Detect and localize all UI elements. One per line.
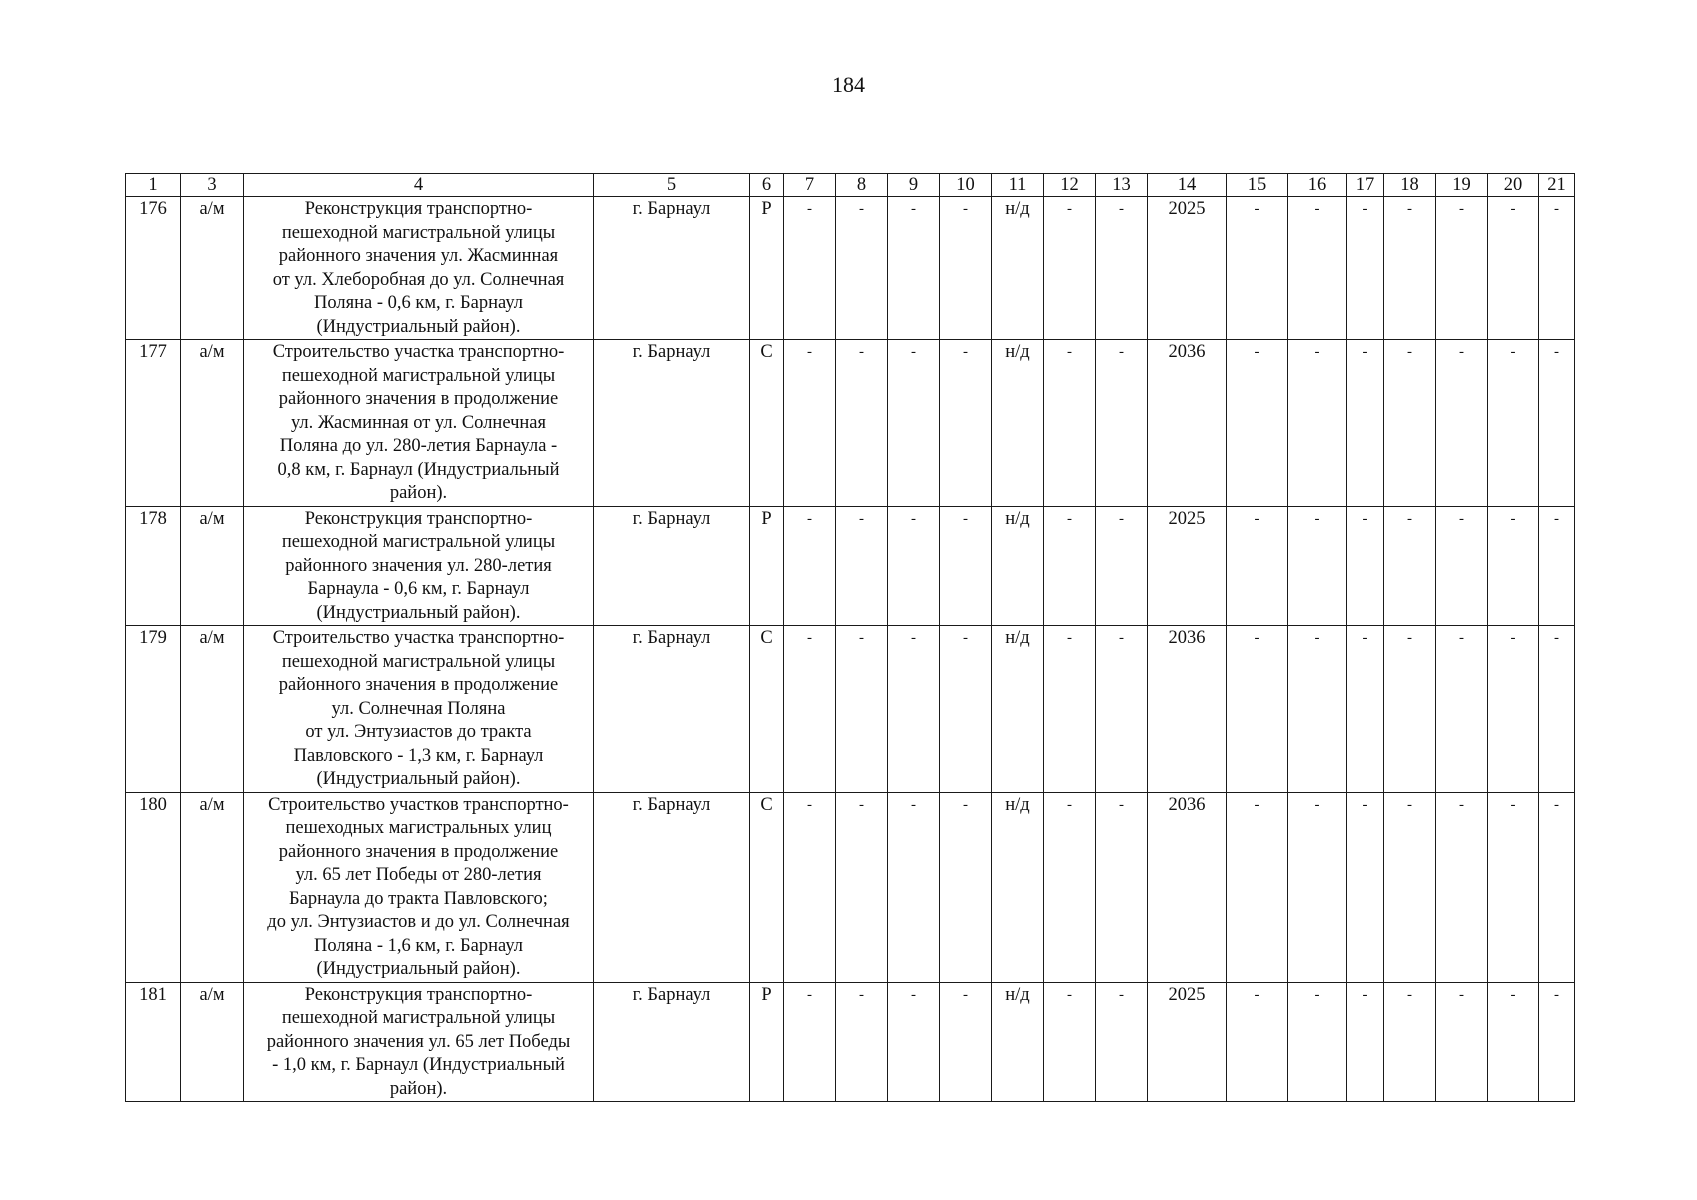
table-cell: - bbox=[1436, 792, 1488, 982]
table-cell: - bbox=[1227, 982, 1288, 1102]
table-cell: - bbox=[836, 197, 888, 340]
description-line: пешеходной магистральной улицы bbox=[281, 651, 556, 672]
description-line: Реконструкция транспортно- bbox=[304, 984, 533, 1005]
description-line: Строительство участков транспортно- bbox=[268, 794, 569, 815]
column-header: 12 bbox=[1044, 174, 1096, 197]
table-cell: - bbox=[1096, 197, 1148, 340]
description-line: - 1,0 км, г. Барнаул (Индустриальный bbox=[272, 1055, 565, 1075]
table-cell: 179 bbox=[126, 626, 181, 793]
table-cell: - bbox=[1384, 506, 1436, 626]
description-line: от ул. Энтузиастов до тракта bbox=[305, 722, 532, 742]
table-cell: - bbox=[1436, 197, 1488, 340]
table-cell: а/м bbox=[181, 982, 244, 1102]
column-header: 3 bbox=[181, 174, 244, 197]
table-cell: - bbox=[1384, 197, 1436, 340]
table-cell: - bbox=[1227, 197, 1288, 340]
column-header: 15 bbox=[1227, 174, 1288, 197]
table-header-row bbox=[126, 174, 1575, 197]
description-line: (Индустриальный район). bbox=[316, 316, 521, 337]
table-cell: - bbox=[1227, 792, 1288, 982]
column-header: 13 bbox=[1096, 174, 1148, 197]
table-row bbox=[126, 982, 1575, 1102]
table-cell: - bbox=[1488, 626, 1539, 793]
table-cell: - bbox=[1044, 626, 1096, 793]
description-cell bbox=[244, 792, 594, 982]
table-cell: - bbox=[1347, 197, 1384, 340]
description-line: пешеходной магистральной улицы bbox=[281, 532, 556, 552]
table-cell: - bbox=[1384, 982, 1436, 1102]
table-cell: - bbox=[784, 340, 836, 507]
description-line: (Индустриальный район). bbox=[316, 602, 521, 623]
column-header: 5 bbox=[594, 174, 750, 197]
table-cell: - bbox=[1488, 506, 1539, 626]
description-line: район). bbox=[389, 483, 448, 503]
table-cell: - bbox=[1436, 982, 1488, 1102]
table-cell: - bbox=[1384, 626, 1436, 793]
table-cell: - bbox=[1288, 626, 1347, 793]
column-header: 19 bbox=[1436, 174, 1488, 197]
table-cell: - bbox=[1539, 197, 1575, 340]
table-cell: - bbox=[1347, 506, 1384, 626]
table-cell: - bbox=[1488, 197, 1539, 340]
table-cell: - bbox=[1044, 506, 1096, 626]
table-cell: - bbox=[1539, 506, 1575, 626]
description-line: районного значения ул. Жасминная bbox=[278, 246, 559, 266]
description-line: пешеходной магистральной улицы bbox=[281, 1008, 556, 1028]
table-cell: Р bbox=[750, 982, 784, 1102]
table-cell: - bbox=[1096, 792, 1148, 982]
description-cell bbox=[244, 506, 594, 626]
description-line: Поляна - 1,6 км, г. Барнаул bbox=[313, 935, 523, 956]
table-row bbox=[126, 197, 1575, 340]
table-cell: а/м bbox=[181, 506, 244, 626]
table-cell: г. Барнаул bbox=[594, 626, 750, 793]
description-line: район). bbox=[389, 1078, 448, 1099]
table-cell: а/м bbox=[181, 792, 244, 982]
table-cell: Р bbox=[750, 506, 784, 626]
table-cell: - bbox=[784, 982, 836, 1102]
description-line: Поляна до ул. 280-летия Барнаула - bbox=[279, 436, 558, 456]
table-cell: 2025 bbox=[1148, 506, 1227, 626]
table-cell: - bbox=[784, 197, 836, 340]
description-line: пешеходной магистральной улицы bbox=[281, 222, 556, 243]
description-line: районного значения ул. 65 лет Победы bbox=[266, 1031, 571, 1052]
description-line: Поляна - 0,6 км, г. Барнаул bbox=[313, 293, 523, 313]
description-line: Реконструкция транспортно- bbox=[304, 199, 533, 219]
description-line: Строительство участка транспортно- bbox=[272, 342, 565, 362]
column-header: 9 bbox=[888, 174, 940, 197]
table-cell: 181 bbox=[126, 982, 181, 1102]
table-cell: 178 bbox=[126, 506, 181, 626]
table-cell: - bbox=[1096, 982, 1148, 1102]
column-header: 21 bbox=[1539, 174, 1575, 197]
table-cell: - bbox=[940, 792, 992, 982]
table-cell: - bbox=[1096, 626, 1148, 793]
table-cell: г. Барнаул bbox=[594, 982, 750, 1102]
description-cell bbox=[244, 626, 594, 793]
column-header: 6 bbox=[750, 174, 784, 197]
table-cell: 2025 bbox=[1148, 197, 1227, 340]
table-cell: - bbox=[836, 982, 888, 1102]
description-cell bbox=[244, 197, 594, 340]
table-cell: - bbox=[1488, 982, 1539, 1102]
table-cell: - bbox=[1436, 626, 1488, 793]
description-line: Строительство участка транспортно- bbox=[272, 628, 565, 648]
table-row bbox=[126, 626, 1575, 793]
table-cell: - bbox=[1288, 792, 1347, 982]
table-cell: - bbox=[1288, 197, 1347, 340]
table-cell: - bbox=[1539, 982, 1575, 1102]
description-line: ул. Жасминная от ул. Солнечная bbox=[291, 412, 546, 433]
table-cell: н/д bbox=[992, 197, 1044, 340]
table-cell: - bbox=[1044, 340, 1096, 507]
column-header: 16 bbox=[1288, 174, 1347, 197]
table-cell: - bbox=[1539, 792, 1575, 982]
table-cell: - bbox=[1288, 340, 1347, 507]
description-line: (Индустриальный район). bbox=[316, 769, 521, 789]
description-line: 0,8 км, г. Барнаул (Индустриальный bbox=[277, 459, 560, 480]
table-cell: н/д bbox=[992, 982, 1044, 1102]
description-cell bbox=[244, 340, 594, 507]
column-header: 4 bbox=[244, 174, 594, 197]
table-cell: - bbox=[940, 506, 992, 626]
table-cell: - bbox=[940, 340, 992, 507]
table-cell: - bbox=[1488, 792, 1539, 982]
table-cell: - bbox=[888, 792, 940, 982]
description-line: районного значения в продолжение bbox=[278, 389, 559, 409]
table-cell: 2036 bbox=[1148, 626, 1227, 793]
description-line: Барнаула - 0,6 км, г. Барнаул bbox=[307, 579, 530, 599]
description-line: районного значения в продолжение bbox=[278, 841, 559, 862]
table-cell: а/м bbox=[181, 626, 244, 793]
column-header: 14 bbox=[1148, 174, 1227, 197]
description-cell bbox=[244, 982, 594, 1102]
description-line: (Индустриальный район). bbox=[316, 959, 521, 979]
table-cell: - bbox=[1539, 340, 1575, 507]
description-line: районного значения в продолжение bbox=[278, 675, 559, 695]
table-cell: - bbox=[1347, 340, 1384, 507]
description-line: ул. 65 лет Победы от 280-летия bbox=[295, 865, 542, 885]
table-cell: - bbox=[1096, 340, 1148, 507]
table-cell: - bbox=[1227, 506, 1288, 626]
table-cell: 180 bbox=[126, 792, 181, 982]
table-cell: - bbox=[940, 982, 992, 1102]
table-cell: Р bbox=[750, 197, 784, 340]
table-cell: С bbox=[750, 626, 784, 793]
table-cell: а/м bbox=[181, 197, 244, 340]
table-cell: - bbox=[1227, 626, 1288, 793]
table-cell: - bbox=[1288, 506, 1347, 626]
table-cell: н/д bbox=[992, 626, 1044, 793]
description-line: от ул. Хлеборобная до ул. Солнечная bbox=[272, 269, 565, 290]
table-cell: С bbox=[750, 792, 784, 982]
description-line: ул. Солнечная Поляна bbox=[331, 698, 506, 719]
table-cell: 2036 bbox=[1148, 340, 1227, 507]
table-cell: - bbox=[1288, 982, 1347, 1102]
table-cell: - bbox=[1347, 626, 1384, 793]
table-row bbox=[126, 506, 1575, 626]
table-cell: - bbox=[1384, 792, 1436, 982]
table-cell: а/м bbox=[181, 340, 244, 507]
table-cell: - bbox=[1436, 506, 1488, 626]
table-cell: - bbox=[836, 340, 888, 507]
column-header: 10 bbox=[940, 174, 992, 197]
table-cell: - bbox=[1347, 982, 1384, 1102]
description-line: пешеходных магистральных улиц bbox=[285, 818, 552, 838]
table-cell: 2036 bbox=[1148, 792, 1227, 982]
description-line: Павловского - 1,3 км, г. Барнаул bbox=[293, 745, 544, 766]
column-header: 18 bbox=[1384, 174, 1436, 197]
table-cell: - bbox=[1096, 506, 1148, 626]
table-row bbox=[126, 792, 1575, 982]
table-cell: - bbox=[888, 982, 940, 1102]
table-cell: г. Барнаул bbox=[594, 197, 750, 340]
data-table bbox=[125, 173, 1575, 1102]
column-header: 1 bbox=[126, 174, 181, 197]
table-cell: - bbox=[940, 197, 992, 340]
table-cell: - bbox=[1488, 340, 1539, 507]
page-number: 184 bbox=[832, 72, 865, 97]
table-cell: - bbox=[1044, 982, 1096, 1102]
table-cell: - bbox=[1227, 340, 1288, 507]
table-cell: - bbox=[784, 506, 836, 626]
column-header: 7 bbox=[784, 174, 836, 197]
description-line: районного значения ул. 280-летия bbox=[285, 555, 552, 576]
table-cell: - bbox=[836, 506, 888, 626]
description-line: Реконструкция транспортно- bbox=[304, 508, 533, 529]
table-cell: - bbox=[888, 340, 940, 507]
table-cell: н/д bbox=[992, 506, 1044, 626]
table-cell: - bbox=[784, 792, 836, 982]
description-line: Барнаула до тракта Павловского; bbox=[289, 888, 548, 909]
table-cell: - bbox=[1044, 792, 1096, 982]
table-body bbox=[126, 174, 1575, 1102]
table-cell: н/д bbox=[992, 340, 1044, 507]
table-cell: - bbox=[1384, 340, 1436, 507]
table-cell: г. Барнаул bbox=[594, 506, 750, 626]
description-line: пешеходной магистральной улицы bbox=[281, 365, 556, 386]
column-header: 17 bbox=[1347, 174, 1384, 197]
table-cell: - bbox=[836, 792, 888, 982]
column-header: 8 bbox=[836, 174, 888, 197]
table-row bbox=[126, 340, 1575, 507]
table-cell: - bbox=[888, 197, 940, 340]
table-cell: - bbox=[1044, 197, 1096, 340]
table-cell: - bbox=[1347, 792, 1384, 982]
table-cell: - bbox=[888, 506, 940, 626]
table-cell: С bbox=[750, 340, 784, 507]
table-cell: 2025 bbox=[1148, 982, 1227, 1102]
table-cell: 176 bbox=[126, 197, 181, 340]
table-cell: 177 bbox=[126, 340, 181, 507]
table-cell: - bbox=[1539, 626, 1575, 793]
description-line: до ул. Энтузиастов и до ул. Солнечная bbox=[267, 912, 570, 932]
column-header: 11 bbox=[992, 174, 1044, 197]
table-cell: н/д bbox=[992, 792, 1044, 982]
table-cell: - bbox=[888, 626, 940, 793]
table-cell: г. Барнаул bbox=[594, 340, 750, 507]
column-header: 20 bbox=[1488, 174, 1539, 197]
table-cell: г. Барнаул bbox=[594, 792, 750, 982]
table-cell: - bbox=[784, 626, 836, 793]
table-cell: - bbox=[1436, 340, 1488, 507]
table-cell: - bbox=[940, 626, 992, 793]
table-cell: - bbox=[836, 626, 888, 793]
